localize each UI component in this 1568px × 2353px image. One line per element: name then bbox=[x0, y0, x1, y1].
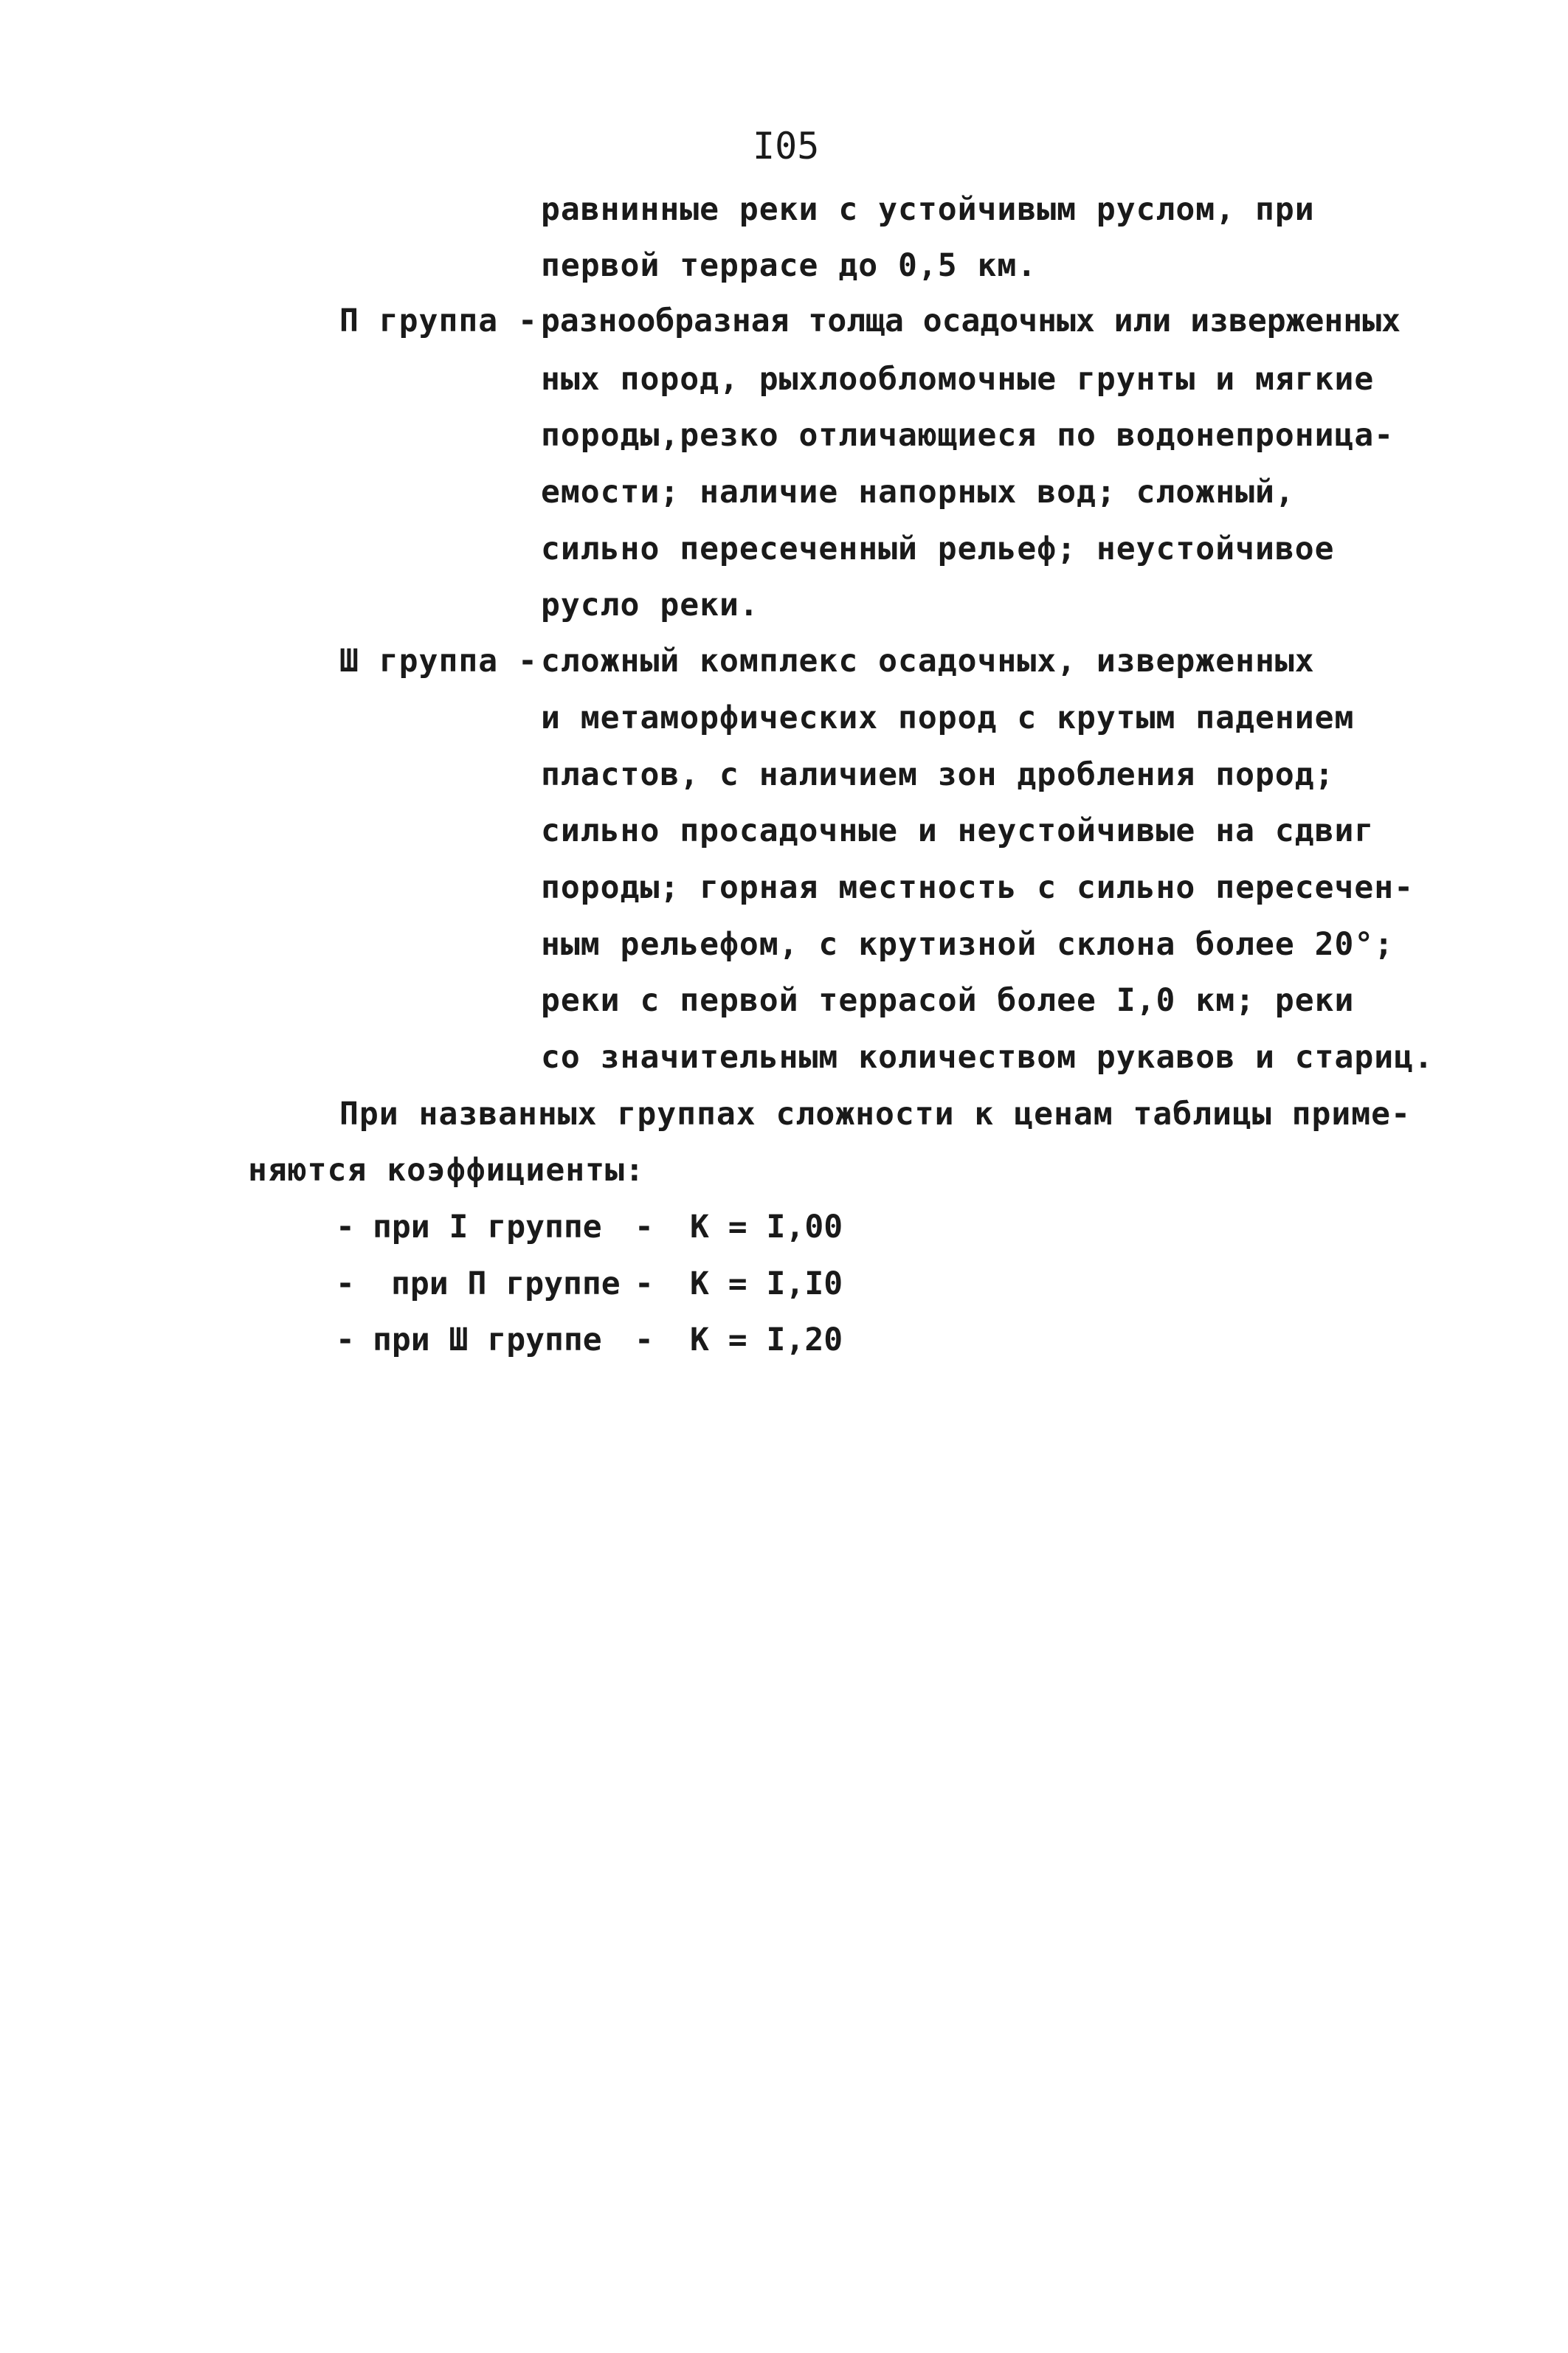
coefficient-separator: - bbox=[635, 1265, 654, 1302]
group2-line: сильно пересеченный рельеф; неустойчивое bbox=[541, 531, 1335, 567]
coefficient-value: K = I,20 bbox=[690, 1321, 843, 1358]
coefficient-row bbox=[0, 1205, 1568, 1249]
coefficient-value: K = I,I0 bbox=[690, 1265, 843, 1302]
group3-line: пластов, с наличием зон дробления пород; bbox=[541, 756, 1335, 793]
group3-line: ным рельефом, с крутизной склона более 20°; bbox=[541, 926, 1395, 963]
group3-line: сильно просадочные и неустойчивые на сдвиг bbox=[541, 812, 1375, 849]
group3-label: Ш группа - bbox=[339, 643, 538, 680]
group2-line: породы,резко отличающиеся по водонепроница- bbox=[541, 417, 1395, 454]
coefficient-group: при П группе bbox=[391, 1265, 621, 1302]
coefficient-row bbox=[0, 1318, 1568, 1362]
coefficient-dash: - bbox=[336, 1209, 355, 1245]
group2-line: разнообразная толща осадочных или изверженных bbox=[541, 303, 1401, 339]
coefficient-value: K = I,00 bbox=[690, 1209, 843, 1245]
group3-line: сложный комплекс осадочных, изверженных bbox=[541, 643, 1315, 680]
coefficient-group: при I группе bbox=[373, 1209, 602, 1245]
group2-line: русло реки. bbox=[541, 587, 759, 623]
coefficient-row bbox=[0, 1262, 1568, 1306]
paragraph-line: няются коэффициенты: bbox=[248, 1152, 645, 1189]
group3-line: и метаморфических пород с крутым падением bbox=[541, 699, 1355, 736]
coefficient-group: при Ш группе bbox=[373, 1321, 602, 1358]
coefficient-separator: - bbox=[635, 1321, 654, 1358]
group2-line: емости; наличие напорных вод; сложный, bbox=[541, 474, 1295, 511]
paragraph-line: При названных группах сложности к ценам таблицы приме- bbox=[339, 1096, 1411, 1133]
intro-line: равнинные реки с устойчивым руслом, при bbox=[541, 191, 1315, 228]
page-number: I05 bbox=[753, 125, 820, 167]
coefficient-dash: - bbox=[336, 1265, 355, 1302]
group2-line: ных пород, рыхлообломочные грунты и мягкие bbox=[541, 361, 1375, 398]
group3-line: реки с первой террасой более I,0 км; реки bbox=[541, 982, 1355, 1019]
group2-label: П группа - bbox=[339, 303, 538, 339]
intro-line: первой террасе до 0,5 км. bbox=[541, 247, 1037, 284]
coefficient-separator: - bbox=[635, 1209, 654, 1245]
group3-line: породы; горная местность с сильно пересечен- bbox=[541, 869, 1415, 906]
group3-line: со значительным количеством рукавов и стариц. bbox=[541, 1039, 1434, 1076]
coefficient-dash: - bbox=[336, 1321, 355, 1358]
